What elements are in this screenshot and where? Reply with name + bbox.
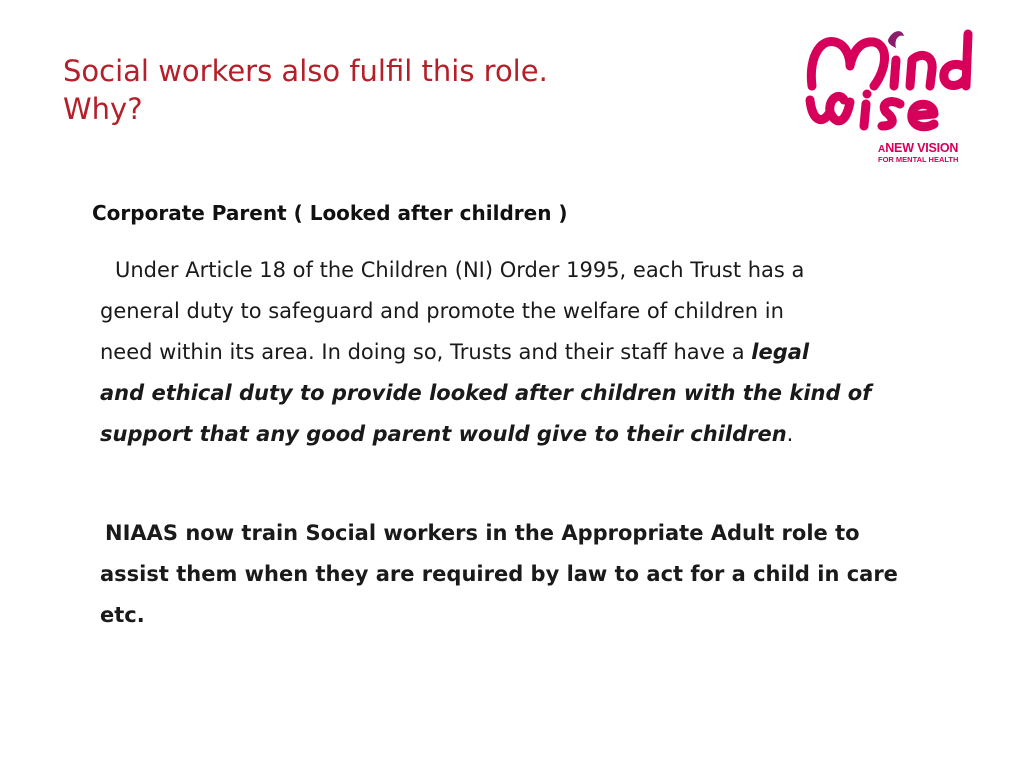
paragraph1-line-5-end: . bbox=[786, 422, 794, 446]
paragraph1-line-1: Under Article 18 of the Children (NI) Order 1995, each Trust has a bbox=[115, 258, 805, 282]
paragraph1-line-3-plain: need within its area. In doing so, Trusts and their staff have a bbox=[100, 340, 752, 364]
paragraph-niaas bbox=[100, 513, 970, 636]
mindwise-logo bbox=[800, 26, 1000, 176]
paragraph1-line-2: general duty to safeguard and promote the welfare of children in bbox=[100, 299, 784, 323]
paragraph1-line-4: and ethical duty to provide looked after children with the kind of bbox=[100, 381, 872, 405]
section-heading: Corporate Parent ( Looked after children ) bbox=[92, 201, 568, 225]
paragraph2-line-2: assist them when they are required by law to act for a child in care bbox=[100, 562, 898, 586]
paragraph-article-18 bbox=[100, 250, 970, 455]
logo-tagline-sub: FOR MENTAL HEALTH bbox=[878, 155, 959, 164]
paragraph2-line-3: etc. bbox=[100, 603, 145, 627]
paragraph1-emphasis-legal: legal bbox=[751, 340, 810, 364]
title-line-2: Why? bbox=[63, 92, 143, 126]
slide-title bbox=[63, 52, 703, 128]
paragraph1-line-3 bbox=[100, 332, 970, 373]
paragraph1-line-5 bbox=[100, 414, 970, 455]
paragraph1-line-5-emphasis: support that any good parent would give to their children bbox=[100, 422, 787, 446]
logo-tagline-new-vision: NEW VISION bbox=[885, 141, 959, 155]
title-line-1: Social workers also fulfil this role. bbox=[63, 54, 548, 88]
paragraph2-line-1: NIAAS now train Social workers in the Appropriate Adult role to bbox=[105, 521, 860, 545]
logo-tagline-a: A bbox=[878, 144, 886, 155]
mindwise-wordmark-graphic bbox=[800, 26, 1000, 136]
